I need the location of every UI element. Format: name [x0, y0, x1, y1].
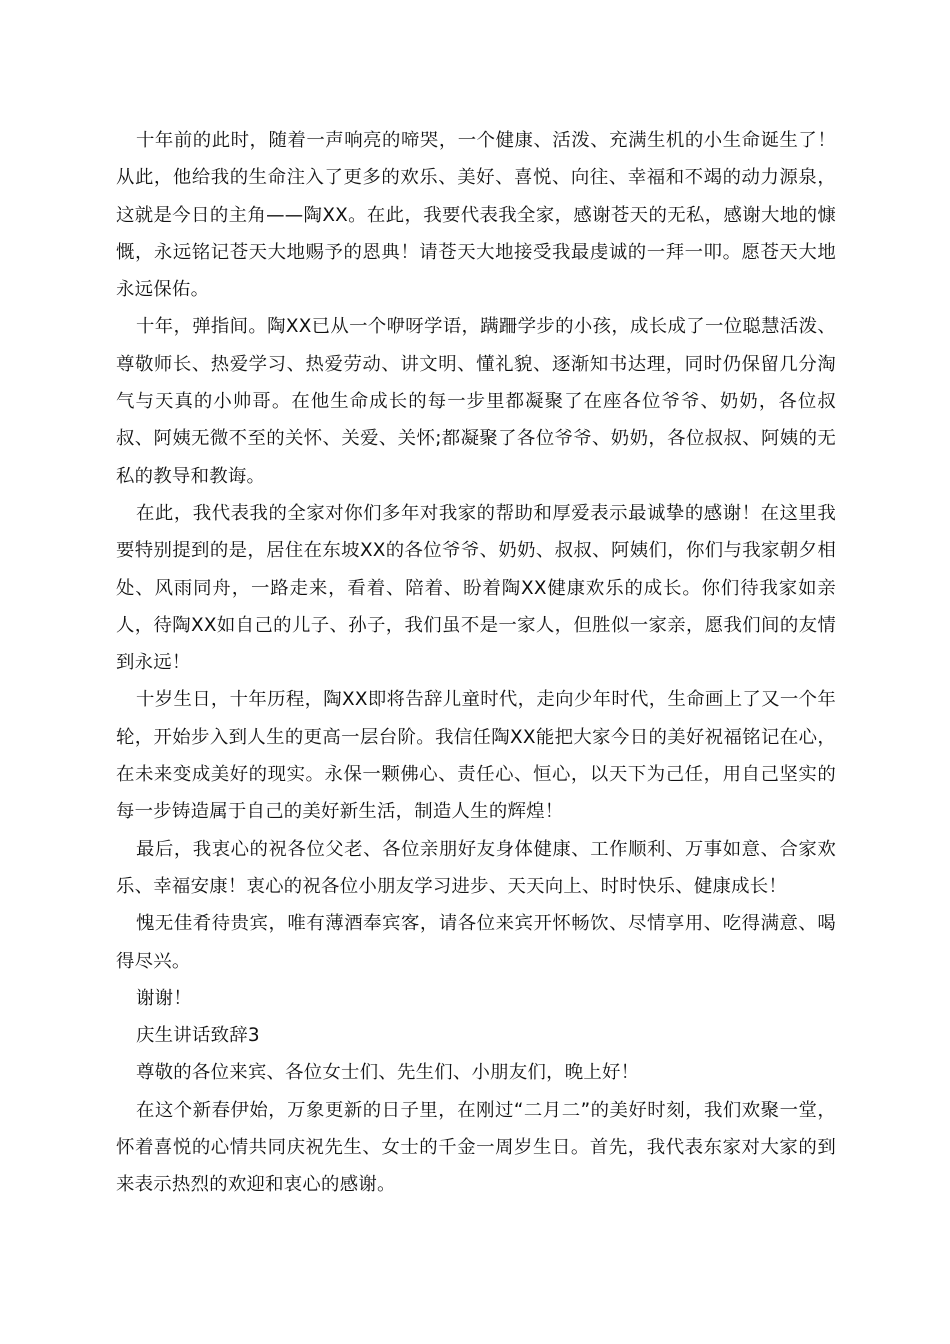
document-body [116, 122, 836, 1204]
paragraph-10: 在这个新春伊始，万象更新的日子里，在刚过“二月二”的美好时刻，我们欢聚一堂，怀着喜悦的心情共同庆祝先生、女士的千金一周岁生日。首先，我代表东家对大家的到来表示热烈的欢迎和衷心的感谢。 [116, 1099, 836, 1196]
paragraph-4: 十岁生日，十年历程，陶XX即将告辞儿童时代，走向少年时代，生命画上了又一个年轮，开始步入到人生的更高一层台阶。我信任陶XX能把大家今日的美好祝福铭记在心，在未来变成美好的现实。永保一颗佛心、责任心、恒心，以天下为己任，用自己坚实的每一步铸造属于自己的美好新生活，制造人生的辉煌！ [116, 689, 836, 823]
paragraph-2: 十年，弹指间。陶XX已从一个咿呀学语，蹒跚学步的小孩，成长成了一位聪慧活泼、尊敬师长、热爱学习、热爱劳动、讲文明、懂礼貌、逐渐知书达理，同时仍保留几分淘气与天真的小帅哥。在他生命成长的每一步里都凝聚了在座各位爷爷、奶奶，各位叔叔、阿姨无微不至的关怀、关爱、关怀;都凝聚了各位爷爷、奶奶，各位叔叔、阿姨的无私的教导和教诲。 [116, 316, 836, 487]
paragraph-3: 在此，我代表我的全家对你们多年对我家的帮助和厚爱表示最诚挚的感谢！在这里我要特别提到的是，居住在东坡XX的各位爷爷、奶奶、叔叔、阿姨们，你们与我家朝夕相处、风雨同舟，一路走来，看着、陪着、盼着陶XX健康欢乐的成长。你们待我家如亲人，待陶XX如自己的儿子、孙子，我们虽不是一家人，但胜似一家亲，愿我们间的友情到永远！ [116, 502, 836, 674]
paragraph-thanks: 谢谢！ [136, 987, 192, 1009]
paragraph-6: 愧无佳肴待贵宾，唯有薄酒奉宾客，请各位来宾开怀畅饮、尽情享用、吃得满意、喝得尽兴。 [116, 913, 836, 972]
section-heading: 庆生讲话致辞3 [136, 1025, 260, 1047]
greeting-paragraph: 尊敬的各位来宾、各位女士们、先生们、小朋友们，晚上好！ [136, 1062, 640, 1084]
paragraph-1: 十年前的此时，随着一声响亮的啼哭，一个健康、活泼、充满生机的小生命诞生了！从此，他给我的生命注入了更多的欢乐、美好、喜悦、向往、幸福和不竭的动力源泉，这就是今日的主角——陶XX。在此，我要代表我全家，感谢苍天的无私，感谢大地的慷慨，永远铭记苍天大地赐予的恩典！请苍天大地接受我最虔诚的一拜一叩。愿苍天大地永远保佑。 [116, 130, 836, 301]
paragraph-5: 最后，我衷心的祝各位父老、各位亲朋好友身体健康、工作顺利、万事如意、合家欢乐、幸福安康！衷心的祝各位小朋友学习进步、天天向上、时时快乐、健康成长！ [116, 838, 836, 897]
